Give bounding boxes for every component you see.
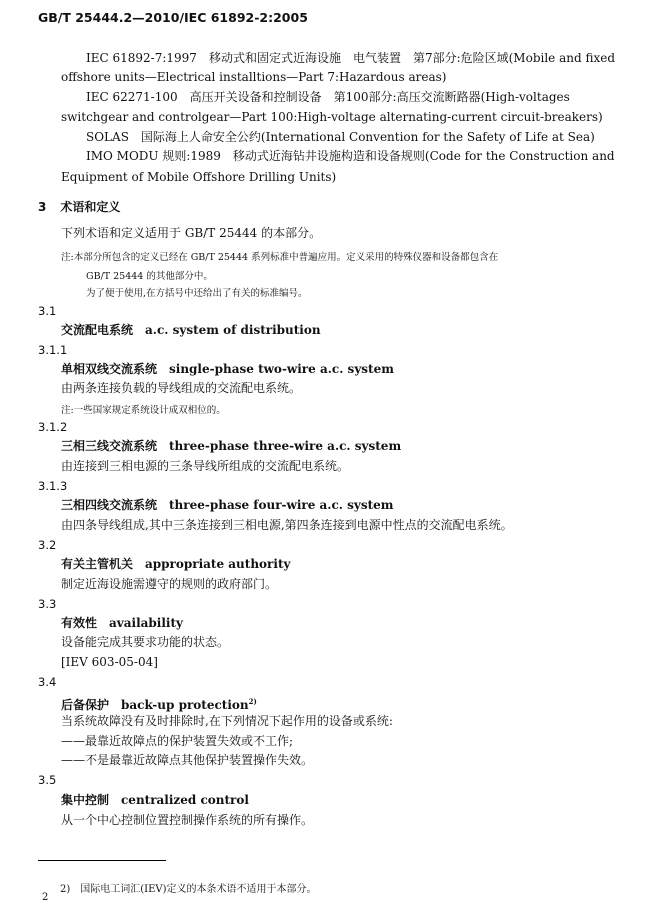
- term-3-1-1: 单相双线交流系统 single-phase two-wire a.c. system: [61, 362, 394, 376]
- term-3-2: 有关主管机关 appropriate authority: [61, 557, 291, 571]
- term-number-3-2: 3.2: [38, 538, 57, 552]
- note-3-1-1: 注:一些国家规定系统设计成双相位的。: [61, 405, 226, 416]
- footnote-divider: [38, 860, 166, 861]
- reference-1-line-2: offshore units—Electrical installtions—Part 7:Hazardous areas): [61, 70, 447, 84]
- term-3-1-3: 三相四线交流系统 three-phase four-wire a.c. system: [61, 498, 394, 512]
- footnote: 2) 国际电工词汇(IEV)定义的本条术语不适用于本部分。: [60, 884, 317, 895]
- section-intro: 下列术语和定义适用于 GB/T 25444 的本部分。: [61, 226, 322, 240]
- footnote-marker: 2): [248, 697, 257, 706]
- term-3-1-2: 三相三线交流系统 three-phase three-wire a.c. system: [61, 439, 402, 453]
- reference-4-line-1: IMO MODU 规则:1989 移动式近海钻井设施构造和设备规则(Code for the Construction and: [86, 149, 615, 163]
- definition-3-3: 设备能完成其要求功能的状态。: [61, 635, 230, 649]
- term-3-3: 有效性 availability: [61, 616, 183, 630]
- term-number-3-3: 3.3: [38, 597, 57, 611]
- reference-3: SOLAS 国际海上人命安全公约(International Convention for the Safety of Life at Sea): [86, 130, 595, 144]
- reference-3-3: [IEV 603-05-04]: [61, 655, 158, 669]
- definition-3-2: 制定近海设施需遵守的规则的政府部门。: [61, 577, 278, 591]
- reference-2-line-2: switchgear and controlgear—Part 100:High-voltage alternating-current circuit-breakers): [61, 110, 603, 124]
- intro-note-line-3: 为了便于使用,在方括号中还给出了有关的标准编号。: [86, 288, 308, 299]
- section-number: 3: [38, 200, 47, 214]
- intro-note-line-1: 注:本部分所包含的定义已经在 GB/T 25444 系列标准中普遍应用。定义采用的特殊仪器和设备都包含在: [61, 252, 499, 263]
- term-number-3-5: 3.5: [38, 773, 57, 787]
- document-header: GB/T 25444.2—2010/IEC 61892-2:2005: [38, 10, 308, 25]
- section-heading: [38, 200, 120, 215]
- definition-3-1-1: 由两条连接负载的导线组成的交流配电系统。: [61, 381, 302, 395]
- reference-4-line-2: Equipment of Mobile Offshore Drilling Units): [61, 170, 337, 184]
- reference-2-line-1: IEC 62271-100 高压开关设备和控制设备 第100部分:高压交流断路器(High-voltages: [86, 90, 570, 104]
- definition-3-1-3: 由四条导线组成,其中三条连接到三相电源,第四条连接到电源中性点的交流配电系统。: [61, 518, 513, 532]
- term-number-3-1-2: 3.1.2: [38, 420, 68, 434]
- definition-3-4-item-2: ——不是最靠近故障点其他保护装置操作失效。: [61, 753, 314, 767]
- definition-3-4-item-1: ——最靠近故障点的保护装置失效或不工作;: [61, 734, 294, 748]
- term-3-5: 集中控制 centralized control: [61, 793, 249, 807]
- term-number-3-1-1: 3.1.1: [38, 343, 68, 357]
- page-number: 2: [42, 892, 49, 903]
- term-3-4: [61, 694, 257, 713]
- definition-3-1-2: 由连接到三相电源的三条导线所组成的交流配电系统。: [61, 459, 350, 473]
- term-3-1: 交流配电系统 a.c. system of distribution: [61, 323, 321, 337]
- term-number-3-1-3: 3.1.3: [38, 479, 68, 493]
- definition-3-5: 从一个中心控制位置控制操作系统的所有操作。: [61, 813, 314, 827]
- term-3-4-label: 后备保护 back-up protection: [61, 698, 249, 712]
- section-title: 术语和定义: [60, 200, 121, 214]
- reference-1-line-1: IEC 61892-7:1997 移动式和固定式近海设施 电气装置 第7部分:危险区域(Mobile and fixed: [86, 51, 616, 65]
- term-number-3-4: 3.4: [38, 675, 57, 689]
- term-number-3-1: 3.1: [38, 304, 57, 318]
- intro-note-line-2: GB/T 25444 的其他部分中。: [86, 271, 213, 282]
- definition-3-4: 当系统故障没有及时排除时,在下列情况下起作用的设备或系统:: [61, 714, 393, 728]
